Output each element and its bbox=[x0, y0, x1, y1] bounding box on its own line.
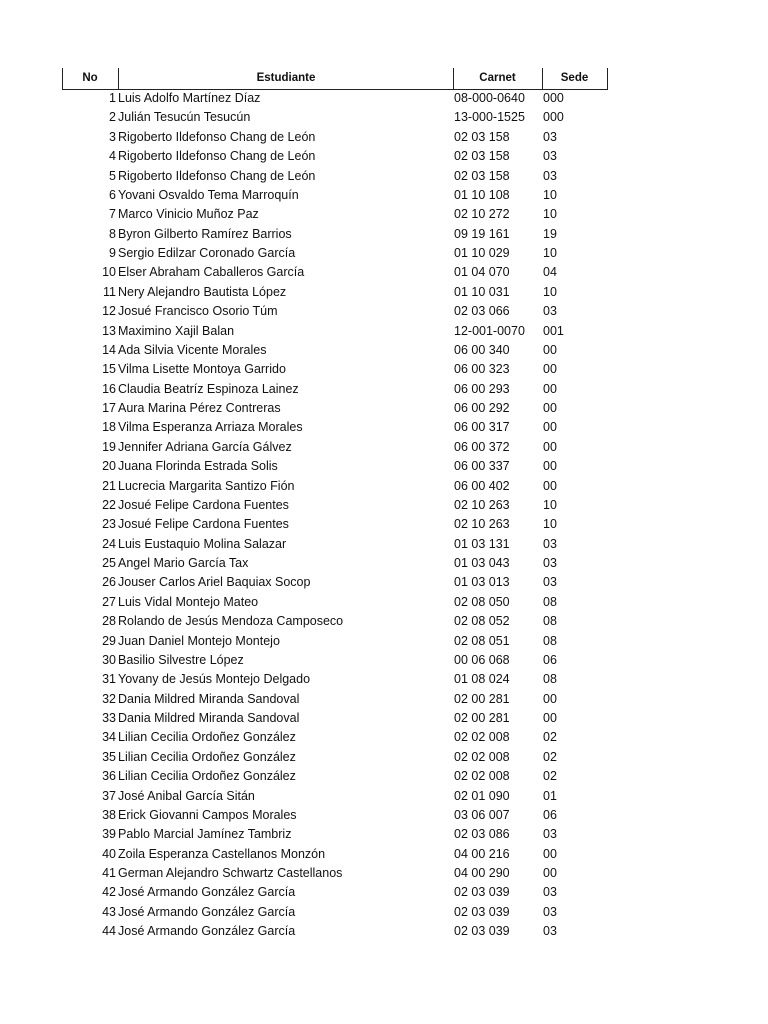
carnet-code: 01 03 043 bbox=[454, 556, 510, 570]
table-row bbox=[0, 515, 768, 534]
student-name: Dania Mildred Miranda Sandoval bbox=[118, 711, 300, 725]
table-row bbox=[0, 457, 768, 476]
row-number: 32 bbox=[102, 691, 116, 706]
row-number: 18 bbox=[102, 420, 116, 435]
sede-code: 00 bbox=[543, 362, 557, 377]
sede-code: 03 bbox=[543, 904, 557, 919]
carnet-code: 02 03 039 bbox=[454, 924, 510, 939]
student-name: Vilma Esperanza Arriaza Morales bbox=[118, 420, 303, 435]
student-name: Aura Marina Pérez Contreras bbox=[118, 401, 281, 415]
carnet-code: 01 10 108 bbox=[454, 187, 510, 202]
row-number: 33 bbox=[102, 711, 116, 725]
carnet-code: 01 08 024 bbox=[454, 672, 510, 687]
carnet-code: 02 08 051 bbox=[454, 633, 510, 648]
carnet-code: 06 00 337 bbox=[454, 459, 510, 474]
sede-code: 03 bbox=[543, 304, 557, 319]
table-row bbox=[0, 748, 768, 767]
sede-code: 03 bbox=[543, 575, 557, 590]
header-divider bbox=[607, 68, 608, 89]
sede-code: 10 bbox=[543, 187, 557, 202]
sede-code: 00 bbox=[543, 459, 557, 474]
carnet-code: 08-000-0640 bbox=[454, 91, 525, 105]
carnet-code: 02 02 008 bbox=[454, 730, 510, 745]
sede-code: 03 bbox=[543, 924, 557, 939]
student-name: Elser Abraham Caballeros García bbox=[118, 265, 305, 280]
table-row bbox=[0, 845, 768, 864]
row-number: 24 bbox=[102, 536, 116, 551]
carnet-code: 02 03 086 bbox=[454, 827, 510, 842]
student-name: Rigoberto Ildefonso Chang de León bbox=[118, 149, 316, 164]
student-name: Jennifer Adriana García Gálvez bbox=[118, 439, 292, 454]
carnet-code: 02 08 052 bbox=[454, 614, 510, 629]
table-row bbox=[0, 360, 768, 379]
sede-code: 08 bbox=[543, 672, 557, 687]
carnet-code: 02 03 158 bbox=[454, 168, 510, 183]
header-carnet: Carnet bbox=[479, 72, 516, 84]
row-number: 21 bbox=[102, 478, 116, 493]
carnet-code: 02 03 039 bbox=[454, 904, 510, 919]
row-number: 2 bbox=[109, 110, 116, 125]
row-number: 44 bbox=[102, 924, 116, 939]
student-name: Dania Mildred Miranda Sandoval bbox=[118, 691, 300, 706]
student-name: José Armando González García bbox=[118, 924, 296, 939]
row-number: 42 bbox=[102, 885, 116, 900]
table-row bbox=[0, 806, 768, 825]
table-row bbox=[0, 535, 768, 554]
student-name: German Alejandro Schwartz Castellanos bbox=[118, 866, 343, 880]
row-number: 23 bbox=[102, 517, 116, 532]
table-row bbox=[0, 767, 768, 786]
carnet-code: 01 03 013 bbox=[454, 575, 510, 590]
row-number: 27 bbox=[102, 594, 116, 609]
carnet-code: 06 00 372 bbox=[454, 439, 510, 454]
header-no: No bbox=[82, 72, 98, 84]
student-name: Lilian Cecilia Ordoñez González bbox=[118, 730, 296, 745]
table-row bbox=[0, 593, 768, 612]
row-number: 25 bbox=[102, 556, 116, 570]
carnet-code: 02 03 158 bbox=[454, 149, 510, 164]
row-number: 4 bbox=[109, 149, 116, 164]
header-estudiante: Estudiante bbox=[256, 72, 316, 84]
row-number: 41 bbox=[102, 866, 116, 880]
sede-code: 04 bbox=[543, 265, 557, 280]
sede-code: 10 bbox=[543, 207, 557, 222]
row-number: 19 bbox=[102, 439, 116, 454]
sede-code: 00 bbox=[543, 381, 557, 396]
student-name: Luis Vidal Montejo Mateo bbox=[118, 594, 259, 609]
table-row bbox=[0, 787, 768, 806]
sede-code: 00 bbox=[543, 342, 557, 357]
table-row bbox=[0, 922, 768, 941]
table-row bbox=[0, 147, 768, 166]
carnet-code: 01 03 131 bbox=[454, 536, 510, 551]
row-number: 1 bbox=[109, 91, 116, 105]
table-row bbox=[0, 128, 768, 147]
student-name: Pablo Marcial Jamínez Tambriz bbox=[118, 827, 292, 842]
row-number: 35 bbox=[102, 749, 116, 764]
student-name: Ada Silvia Vicente Morales bbox=[118, 342, 267, 357]
table-row bbox=[0, 341, 768, 360]
table-row bbox=[0, 302, 768, 321]
sede-code: 06 bbox=[543, 807, 557, 822]
carnet-code: 00 06 068 bbox=[454, 652, 510, 667]
carnet-code: 02 10 272 bbox=[454, 207, 510, 222]
table-row bbox=[0, 186, 768, 205]
student-name: Lilian Cecilia Ordoñez González bbox=[118, 769, 296, 784]
table-row bbox=[0, 554, 768, 573]
student-name: Claudia Beatríz Espinoza Lainez bbox=[118, 381, 299, 396]
table-row bbox=[0, 728, 768, 747]
sede-code: 00 bbox=[543, 401, 557, 415]
row-number: 39 bbox=[102, 827, 116, 842]
student-name: Rigoberto Ildefonso Chang de León bbox=[118, 168, 316, 183]
row-number: 37 bbox=[102, 788, 116, 803]
row-number: 14 bbox=[102, 342, 116, 357]
sede-code: 02 bbox=[543, 769, 557, 784]
carnet-code: 06 00 402 bbox=[454, 478, 510, 493]
row-number: 15 bbox=[102, 362, 116, 377]
student-name: Angel Mario García Tax bbox=[118, 556, 249, 570]
carnet-code: 02 10 263 bbox=[454, 497, 510, 512]
row-number: 6 bbox=[109, 187, 116, 202]
carnet-code: 06 00 293 bbox=[454, 381, 510, 396]
student-name: Josué Felipe Cardona Fuentes bbox=[118, 517, 289, 532]
carnet-code: 02 10 263 bbox=[454, 517, 510, 532]
sede-code: 10 bbox=[543, 284, 557, 299]
table-row bbox=[0, 864, 768, 883]
table-row bbox=[0, 903, 768, 922]
sede-code: 01 bbox=[543, 788, 557, 803]
row-number: 20 bbox=[102, 459, 116, 474]
carnet-code: 06 00 317 bbox=[454, 420, 510, 435]
student-name: Josué Felipe Cardona Fuentes bbox=[118, 497, 289, 512]
row-number: 38 bbox=[102, 807, 116, 822]
sede-code: 00 bbox=[543, 711, 557, 725]
sede-code: 10 bbox=[543, 517, 557, 532]
sede-code: 00 bbox=[543, 846, 557, 861]
sede-code: 03 bbox=[543, 129, 557, 144]
sede-code: 00 bbox=[543, 420, 557, 435]
sede-code: 03 bbox=[543, 556, 557, 570]
carnet-code: 09 19 161 bbox=[454, 226, 510, 241]
sede-code: 03 bbox=[543, 827, 557, 842]
table-row bbox=[0, 825, 768, 844]
sede-code: 000 bbox=[543, 91, 564, 105]
sede-code: 001 bbox=[543, 323, 564, 338]
row-number: 8 bbox=[109, 226, 116, 241]
sede-code: 03 bbox=[543, 168, 557, 183]
row-number: 26 bbox=[102, 575, 116, 590]
sede-code: 08 bbox=[543, 614, 557, 629]
carnet-code: 01 04 070 bbox=[454, 265, 510, 280]
table-body bbox=[0, 89, 768, 942]
carnet-code: 04 00 290 bbox=[454, 866, 510, 880]
student-name: Sergio Edilzar Coronado García bbox=[118, 246, 296, 260]
carnet-code: 01 10 031 bbox=[454, 284, 510, 299]
student-name: Yovani Osvaldo Tema Marroquín bbox=[118, 187, 299, 202]
student-name: Byron Gilberto Ramírez Barrios bbox=[118, 226, 292, 241]
student-name: Yovany de Jesús Montejo Delgado bbox=[118, 672, 311, 687]
student-name: Erick Giovanni Campos Morales bbox=[118, 807, 297, 822]
row-number: 9 bbox=[109, 246, 116, 260]
table-row bbox=[0, 496, 768, 515]
row-number: 22 bbox=[102, 497, 116, 512]
carnet-code: 02 08 050 bbox=[454, 594, 510, 609]
table-row bbox=[0, 709, 768, 728]
row-number: 5 bbox=[109, 168, 116, 183]
carnet-code: 06 00 323 bbox=[454, 362, 510, 377]
student-name: Nery Alejandro Bautista López bbox=[118, 284, 287, 299]
sede-code: 03 bbox=[543, 536, 557, 551]
student-name: Juana Florinda Estrada Solis bbox=[118, 459, 278, 474]
table-row bbox=[0, 438, 768, 457]
sede-code: 02 bbox=[543, 730, 557, 745]
table-header bbox=[62, 68, 608, 90]
carnet-code: 04 00 216 bbox=[454, 846, 510, 861]
sede-code: 03 bbox=[543, 149, 557, 164]
carnet-code: 02 03 039 bbox=[454, 885, 510, 900]
row-number: 16 bbox=[102, 381, 116, 396]
table-row bbox=[0, 418, 768, 437]
carnet-code: 02 02 008 bbox=[454, 769, 510, 784]
sede-code: 00 bbox=[543, 691, 557, 706]
student-name: Luis Adolfo Martínez Díaz bbox=[118, 91, 261, 105]
student-name: Marco Vinicio Muñoz Paz bbox=[118, 207, 259, 222]
student-name: José Anibal García Sitán bbox=[118, 788, 255, 803]
table-row bbox=[0, 205, 768, 224]
student-name: Rolando de Jesús Mendoza Camposeco bbox=[118, 614, 344, 629]
table-row bbox=[0, 573, 768, 592]
sede-code: 08 bbox=[543, 633, 557, 648]
sede-code: 03 bbox=[543, 885, 557, 900]
table-row bbox=[0, 612, 768, 631]
table-row bbox=[0, 225, 768, 244]
table-row bbox=[0, 167, 768, 186]
sede-code: 02 bbox=[543, 749, 557, 764]
table-row bbox=[0, 322, 768, 341]
carnet-code: 02 03 066 bbox=[454, 304, 510, 319]
row-number: 40 bbox=[102, 846, 116, 861]
carnet-code: 02 03 158 bbox=[454, 129, 510, 144]
row-number: 34 bbox=[102, 730, 116, 745]
carnet-code: 02 00 281 bbox=[454, 691, 510, 706]
student-name: Lilian Cecilia Ordoñez González bbox=[118, 749, 296, 764]
sede-code: 00 bbox=[543, 439, 557, 454]
student-name: Maximino Xajil Balan bbox=[118, 323, 235, 338]
carnet-code: 06 00 292 bbox=[454, 401, 510, 415]
student-name: Juan Daniel Montejo Montejo bbox=[118, 633, 280, 648]
student-name: José Armando González García bbox=[118, 885, 296, 900]
sede-code: 10 bbox=[543, 246, 557, 260]
row-number: 17 bbox=[102, 401, 116, 415]
row-number: 13 bbox=[102, 323, 116, 338]
row-number: 29 bbox=[102, 633, 116, 648]
row-number: 31 bbox=[102, 672, 116, 687]
table-row bbox=[0, 883, 768, 902]
row-number: 36 bbox=[102, 769, 116, 784]
table-row bbox=[0, 244, 768, 263]
carnet-code: 06 00 340 bbox=[454, 342, 510, 357]
student-name: Vilma Lisette Montoya Garrido bbox=[118, 362, 286, 377]
table-row bbox=[0, 263, 768, 282]
sede-code: 000 bbox=[543, 110, 564, 125]
student-name: Rigoberto Ildefonso Chang de León bbox=[118, 129, 316, 144]
carnet-code: 03 06 007 bbox=[454, 807, 510, 822]
row-number: 30 bbox=[102, 652, 116, 667]
table-row bbox=[0, 690, 768, 709]
sede-code: 00 bbox=[543, 866, 557, 880]
student-name: Zoila Esperanza Castellanos Monzón bbox=[118, 846, 326, 861]
table-row bbox=[0, 651, 768, 670]
table-row bbox=[0, 283, 768, 302]
student-name: Basilio Silvestre López bbox=[118, 652, 244, 667]
row-number: 12 bbox=[102, 304, 116, 319]
row-number: 28 bbox=[102, 614, 116, 629]
carnet-code: 02 02 008 bbox=[454, 749, 510, 764]
table-row bbox=[0, 670, 768, 689]
sede-code: 08 bbox=[543, 594, 557, 609]
student-name: Julián Tesucún Tesucún bbox=[118, 110, 251, 125]
carnet-code: 01 10 029 bbox=[454, 246, 510, 260]
table-row bbox=[0, 380, 768, 399]
table-row bbox=[0, 89, 768, 108]
student-name: Josué Francisco Osorio Túm bbox=[118, 304, 278, 319]
carnet-code: 13-000-1525 bbox=[454, 110, 525, 125]
table-row bbox=[0, 477, 768, 496]
row-number: 7 bbox=[109, 207, 116, 222]
student-name: Lucrecia Margarita Santizo Fión bbox=[118, 478, 295, 493]
sede-code: 06 bbox=[543, 652, 557, 667]
carnet-code: 02 00 281 bbox=[454, 711, 510, 725]
row-number: 10 bbox=[102, 265, 116, 280]
row-number: 11 bbox=[103, 284, 116, 299]
sede-code: 00 bbox=[543, 478, 557, 493]
student-name: Luis Eustaquio Molina Salazar bbox=[118, 536, 287, 551]
header-sede: Sede bbox=[560, 72, 589, 84]
row-number: 43 bbox=[102, 904, 116, 919]
carnet-code: 02 01 090 bbox=[454, 788, 510, 803]
row-number: 3 bbox=[109, 129, 116, 144]
table-row bbox=[0, 108, 768, 127]
student-name: Jouser Carlos Ariel Baquiax Socop bbox=[118, 575, 311, 590]
carnet-code: 12-001-0070 bbox=[454, 323, 525, 338]
table-row bbox=[0, 632, 768, 651]
sede-code: 19 bbox=[543, 226, 557, 241]
sede-code: 10 bbox=[543, 497, 557, 512]
student-name: José Armando González García bbox=[118, 904, 296, 919]
table-row bbox=[0, 399, 768, 418]
